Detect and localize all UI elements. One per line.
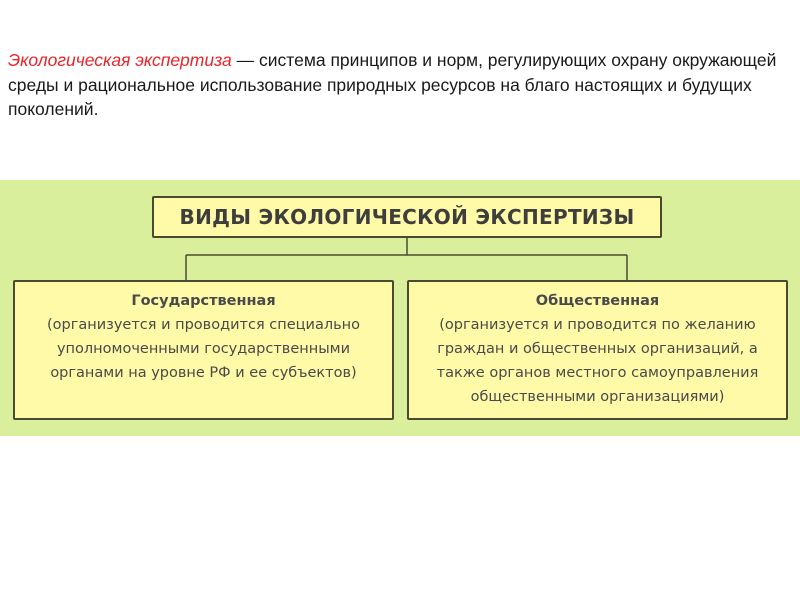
public-expertise-description: (организуется и проводится по желанию граждан и общественных организаций, а также органов местного самоуправления общественными организациями) [436,317,759,405]
state-expertise-name: Государственная [131,293,276,309]
diagram-title: ВИДЫ ЭКОЛОГИЧЕСКОЙ ЭКСПЕРТИЗЫ [152,196,662,238]
public-expertise-box [407,280,788,420]
definition-text: — система принципов и норм, регулирующих охрану окружающей среды и рациональное использование природных ресурсов на благо настоящих и будущих поколений. [8,50,777,119]
state-expertise-description: (организуется и проводится специально уполномоченными государственными органами на уровне РФ и ее субъектов) [46,317,361,381]
definition-paragraph [8,48,792,122]
definition-term: Экологическая экспертиза [8,50,232,70]
public-expertise-name: Общественная [535,293,660,309]
state-expertise-box [13,280,394,420]
diagram-panel [0,180,800,436]
